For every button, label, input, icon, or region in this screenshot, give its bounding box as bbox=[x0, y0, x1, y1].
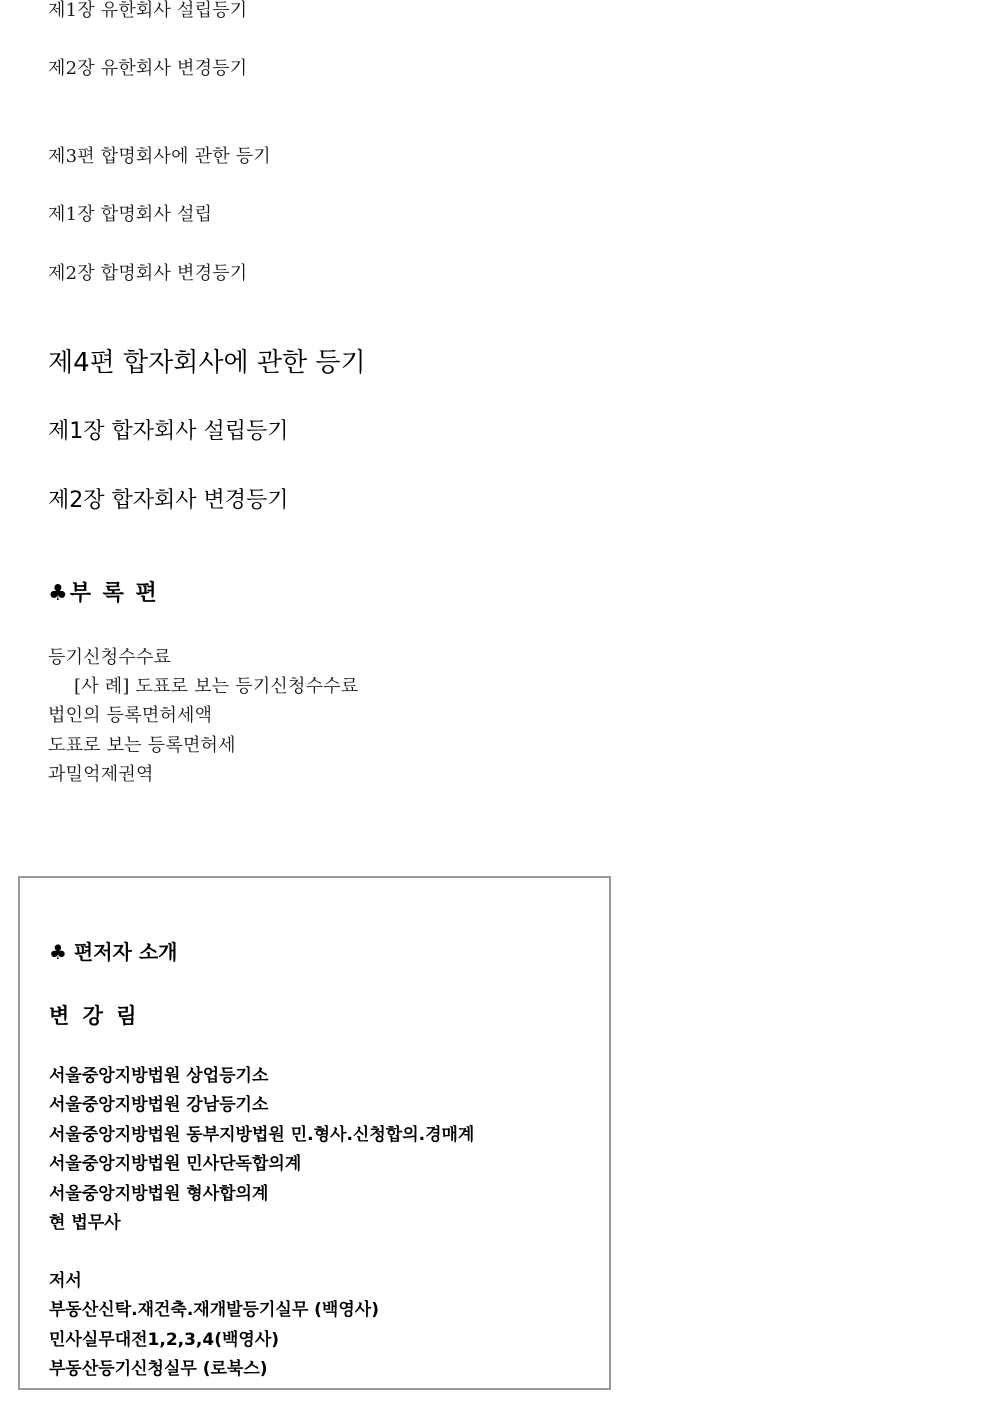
author-work-item: 부동산신탁.재건축.재개발등기실무 (백영사) bbox=[49, 1300, 379, 1320]
author-career-item: 현 법무사 bbox=[49, 1213, 121, 1233]
author-career-item: 서울중앙지방법원 민사단독합의계 bbox=[49, 1154, 302, 1174]
appendix-item: 등기신청수수료 bbox=[48, 647, 172, 668]
toc-part3-title: 제3편 합명회사에 관한 등기 bbox=[48, 146, 271, 167]
appendix-title: ♣부 록 편 bbox=[48, 581, 159, 606]
author-career-item: 서울중앙지방법원 강남등기소 bbox=[49, 1095, 269, 1115]
appendix-item: [사 례] 도표로 보는 등기신청수수료 bbox=[74, 676, 359, 697]
author-works-label: 저서 bbox=[49, 1271, 82, 1291]
appendix-item: 과밀억제권역 bbox=[48, 764, 154, 785]
author-intro-heading: ♣ 편저자 소개 bbox=[49, 940, 178, 964]
author-name: 변 강 림 bbox=[49, 1004, 140, 1028]
toc-part4-chapter2: 제2장 합자회사 변경등기 bbox=[48, 488, 289, 513]
author-work-item: 민사실무대전1,2,3,4(백영사) bbox=[49, 1330, 280, 1350]
toc-part3-chapter2: 제2장 합명회사 변경등기 bbox=[48, 263, 248, 284]
author-career-item: 서울중앙지방법원 동부지방법원 민.형사.신청합의.경매계 bbox=[49, 1125, 475, 1145]
author-intro-box bbox=[18, 876, 611, 1390]
author-career-item: 서울중앙지방법원 상업등기소 bbox=[49, 1066, 269, 1086]
toc-part4-title: 제4편 합자회사에 관한 등기 bbox=[48, 348, 366, 378]
toc-part3-chapter1: 제1장 합명회사 설립 bbox=[48, 204, 213, 225]
toc-part2-chapter1: 제1장 유한회사 설립등기 bbox=[48, 0, 248, 21]
author-work-item: 부동산등기신청실무 (로북스) bbox=[49, 1359, 268, 1379]
toc-part4-chapter1: 제1장 합자회사 설립등기 bbox=[48, 419, 289, 444]
toc-part2-chapter2: 제2장 유한회사 변경등기 bbox=[48, 58, 248, 79]
appendix-item: 법인의 등록면허세액 bbox=[48, 705, 213, 726]
author-career-item: 서울중앙지방법원 형사합의계 bbox=[49, 1184, 269, 1204]
appendix-item: 도표로 보는 등록면허세 bbox=[48, 735, 236, 756]
